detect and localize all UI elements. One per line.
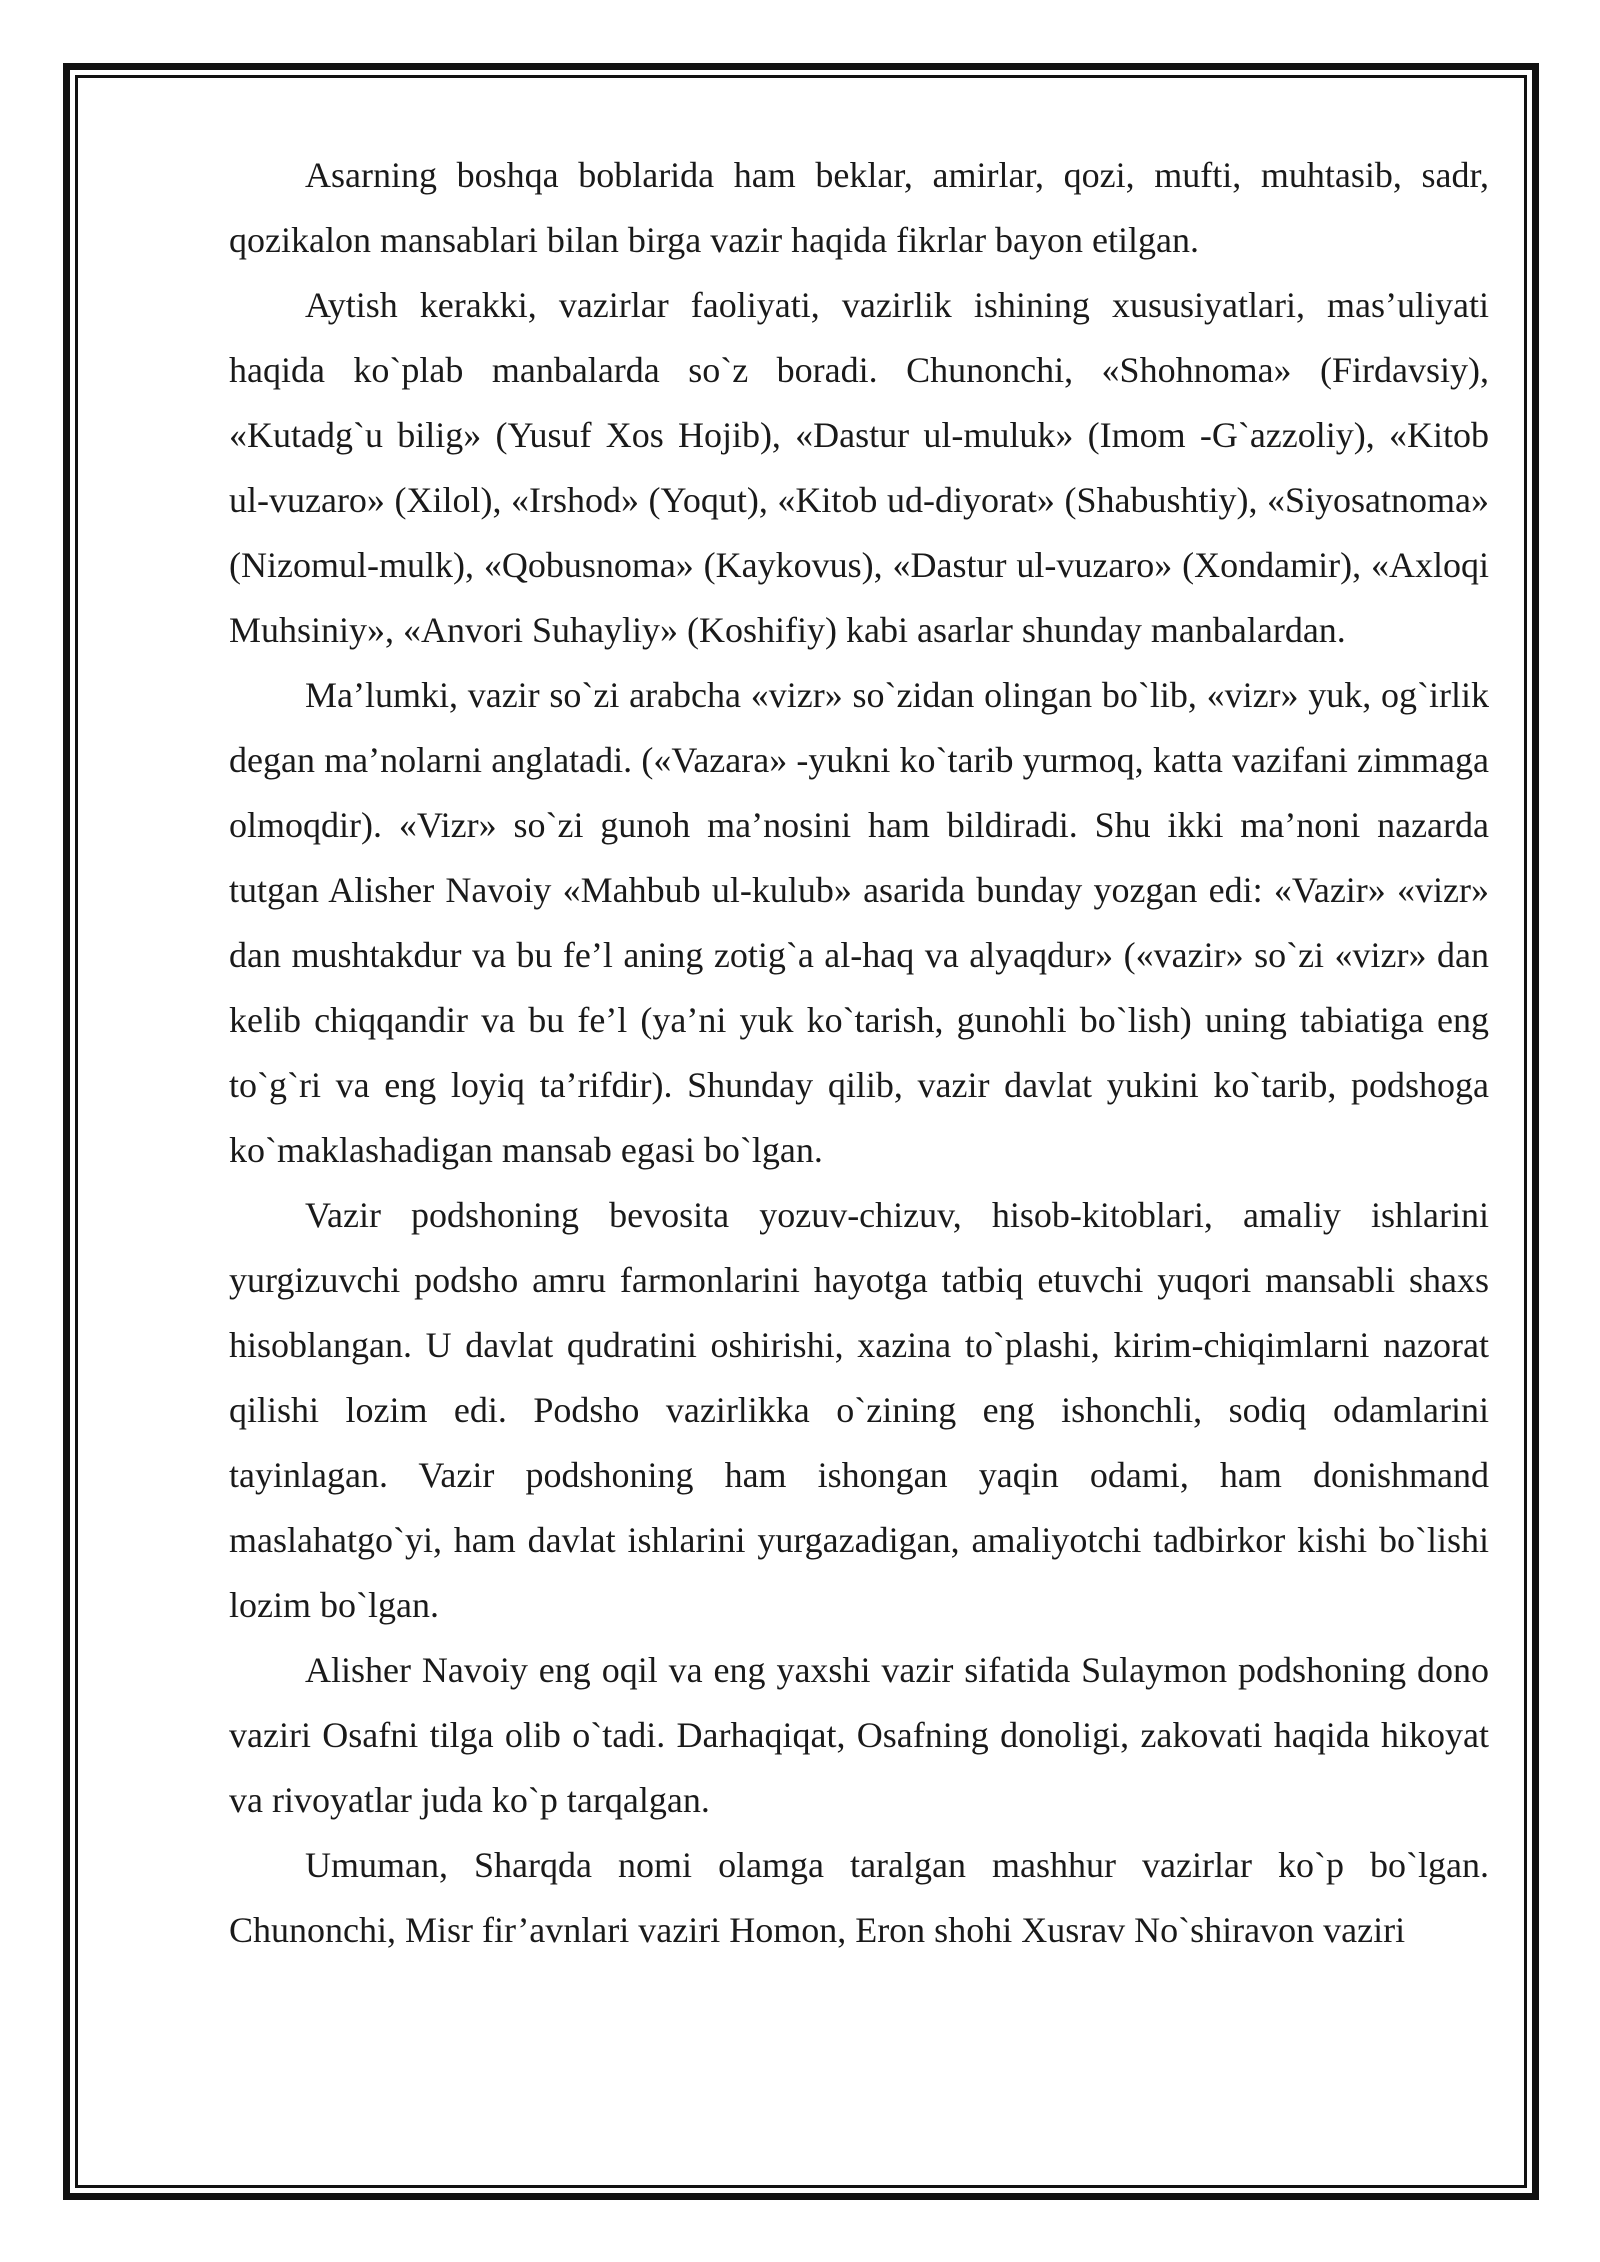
paragraph: Alisher Navoiy eng oqil va eng yaxshi vazir sifatida Sulaymon podshoning dono vaziri Osafni tilga olib o`tadi. Darhaqiqat, Osafning donoligi, zakovati haqida hikoyat va rivoyatlar juda ko`p tarqalgan. [229,1650,1489,1820]
paragraph: Aytish kerakki, vazirlar faoliyati, vazirlik ishining xususiyatlari, mas’uliyati haqida ko`plab manbalarda so`z boradi. Chunonchi, «Shohnoma» (Firdavsiy), «Kutadg`u bilig» (Yusuf Xos Hojib), «Dastur ul-muluk» (Imom -G`azzoliy), «Kitob ul-vuzaro» (Xilol), «Irshod» (Yoqut), «Kitob ud-diyorat» (Shabushtiy), «Siyosatnoma» (Nizomul-mulk), «Qobusnoma» (Kaykovus), «Dastur ul-vuzaro» (Xondamir), «Axloqi Muhsiniy», «Anvori Suhayliy» (Koshifiy) kabi asarlar shunday manbalardan. [229,285,1489,650]
document-body [229,143,1489,1963]
paragraph: Umuman, Sharqda nomi olamga taralgan mashhur vazirlar ko`p bo`lgan. Chunonchi, Misr fir’avnlari vaziri Homon, Eron shohi Xusrav No`shiravon vaziri [229,1845,1489,1950]
paragraph: Vazir podshoning bevosita yozuv-chizuv, hisob-kitoblari, amaliy ishlarini yurgizuvchi podsho amru farmonlarini hayotga tatbiq etuvchi yuqori mansabli shaxs hisoblangan. U davlat qudratini oshirishi, xazina to`plashi, kirim-chiqimlarni nazorat qilishi lozim edi. Podsho vazirlikka o`zining eng ishonchli, sodiq odamlarini tayinlagan. Vazir podshoning ham ishongan yaqin odami, ham donishmand maslahatgo`yi, ham davlat ishlarini yurgazadigan, amaliyotchi tadbirkor kishi bo`lishi lozim bo`lgan. [229,1195,1489,1625]
paragraph: Asarning boshqa boblarida ham beklar, amirlar, qozi, mufti, muhtasib, sadr, qozikalon mansablari bilan birga vazir haqida fikrlar bayon etilgan. [229,155,1489,260]
paragraph: Ma’lumki, vazir so`zi arabcha «vizr» so`zidan olingan bo`lib, «vizr» yuk, og`irlik degan ma’nolarni anglatadi. («Vazara» -yukni ko`tarib yurmoq, katta vazifani zimmaga olmoqdir). «Vizr» so`zi gunoh ma’nosini ham bildiradi. Shu ikki ma’noni nazarda tutgan Alisher Navoiy «Mahbub ul-kulub» asarida bunday yozgan edi: «Vazir» «vizr» dan mushtakdur va bu fe’l aning zotig`a al-haq va alyaqdur» («vazir» so`zi «vizr» dan kelib chiqqandir va bu fe’l (ya’ni yuk ko`tarish, gunohli bo`lish) uning tabiatiga eng to`g`ri va eng loyiq ta’rifdir). Shunday qilib, vazir davlat yukini ko`tarib, podshoga ko`maklashadigan mansab egasi bo`lgan. [229,675,1489,1170]
